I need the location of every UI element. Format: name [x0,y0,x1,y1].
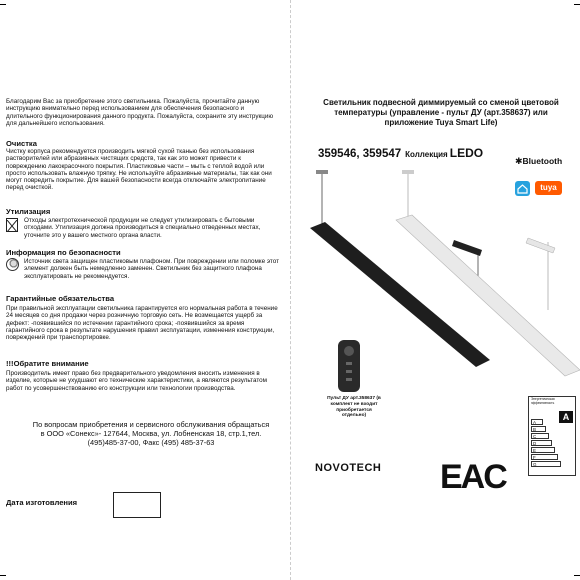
eac-mark: EAC [440,458,506,496]
crop-mark [574,575,580,576]
energy-scale-c: C [531,433,549,439]
disposal-heading: Утилизация [6,207,51,216]
attention-text: Производитель имеет право без предварительного уведомления вносить изменения в изделие, которые не ухудшают его технические характеристики, а являются результатом работ по усовершенствованию его конструкции или технологии производства. [6,370,267,392]
energy-scale-b: B [531,426,546,432]
page-fold [290,0,292,580]
crossed-bin-icon [6,218,18,232]
bluetooth-icon: ✱ [515,156,523,166]
remote-control-label: Пульт ДУ арт.358637 (в комплект не входит приобретается отдельно) [327,396,381,419]
crop-mark [574,4,580,5]
safety-text: Источник света защищен пластиковым плафоном. При повреждении или поломке этот элемент должен быть немедленно заменен. Светильник без защитного плафона эксплуатировать не рекомендуется. [24,258,279,280]
crop-mark [0,4,6,5]
energy-scale-f: F [531,454,558,460]
contacts-line-3: (495)485-37-00, Факс (495) 485-37-63 [87,438,215,447]
ceiling-cup-white [402,170,414,174]
crop-mark [0,575,6,576]
intro-text: Благодарим Вас за приобретение этого светильника. Пожалуйста, прочитайте данную инструкцию внимательно перед использованием для обеспечения безопасного и длительного функционирования данного продукта. Пожалуйста, сохраните эту инструкцию для дальнейшего использования. [6,98,274,127]
energy-header: Энергетическая эффективность [531,397,555,405]
cleaning-heading: Очистка [6,139,37,148]
contacts-line-1: По вопросам приобретения и сервисного обслуживания обращаться [32,420,270,429]
energy-scale-g: G [531,461,561,467]
lamp-warning-icon [6,258,19,271]
cleaning-text: Чистку корпуса рекомендуется производить мягкой сухой тканью без использования растворителей или абразивных чистящих средств, так как это может привести к повреждению лакокрасочного покрытия. Пластиковые части – мыть с теплой водой или просто использовать влажную тряпку. Не используйте абразивные материалы, так как они могут повредить покрытие. Для вашей безопасности всегда отключайте электропитание перед очисткой. [6,148,272,192]
novotech-logo: NOVOTECH [315,462,382,474]
energy-scale-d: D [531,440,552,446]
bluetooth-logo [515,156,562,167]
manufacture-date-label: Дата изготовления [6,498,78,507]
attention-heading: !!!Обратите внимание [6,359,89,368]
warranty-text: При правильной эксплуатации светильника гарантируется его нормальная работа в течение 24 месяцев со дня продажи через розничную торговую сеть. Не возмещается ущерб за дефект: -появившийся по истечении гарантийного срока; -появившийся за время гарантийного срока в результате нарушения правил эксплуатации, изменения конструкции, повреждений при транспортировке. [6,305,278,342]
ceiling-cup-black [316,170,328,174]
product-title: Светильник подвесной диммируемый со сменой цветовой температуры (управление - пульт ДУ (арт.358637) или приложение Tuya Smart Life) [323,98,559,127]
energy-class-badge: A [559,411,573,423]
article-numbers [318,146,483,160]
warranty-heading: Гарантийные обязательства [6,294,115,303]
article-numbers-text: 359546, 359547 [318,148,402,160]
energy-label [528,396,576,476]
safety-heading: Информация по безопасности [6,248,121,257]
contacts-line-2: в ООО «Сонекс»- 127644, Москва, ул. Лобненская 18, стр.1,тел. [40,429,262,438]
lamp-white [396,215,580,376]
bluetooth-label: Bluetooth [522,156,563,166]
energy-scale-e: E [531,447,555,453]
energy-scale-a: A [531,419,543,425]
collection-label: Коллекция [405,150,448,159]
collection-name: LEDO [449,146,484,160]
tuya-logo: tuya [535,181,562,195]
remote-control-image [338,340,360,392]
manufacture-date-box [113,492,161,518]
canopy-black [452,240,482,256]
canopy-white [526,238,555,253]
disposal-text: Отходы электротехнической продукции не следует утилизировать с бытовыми отходами. Утилизация должна производиться в специально отведенных местах, уточните это у вашего местного органа власти. [24,217,261,239]
